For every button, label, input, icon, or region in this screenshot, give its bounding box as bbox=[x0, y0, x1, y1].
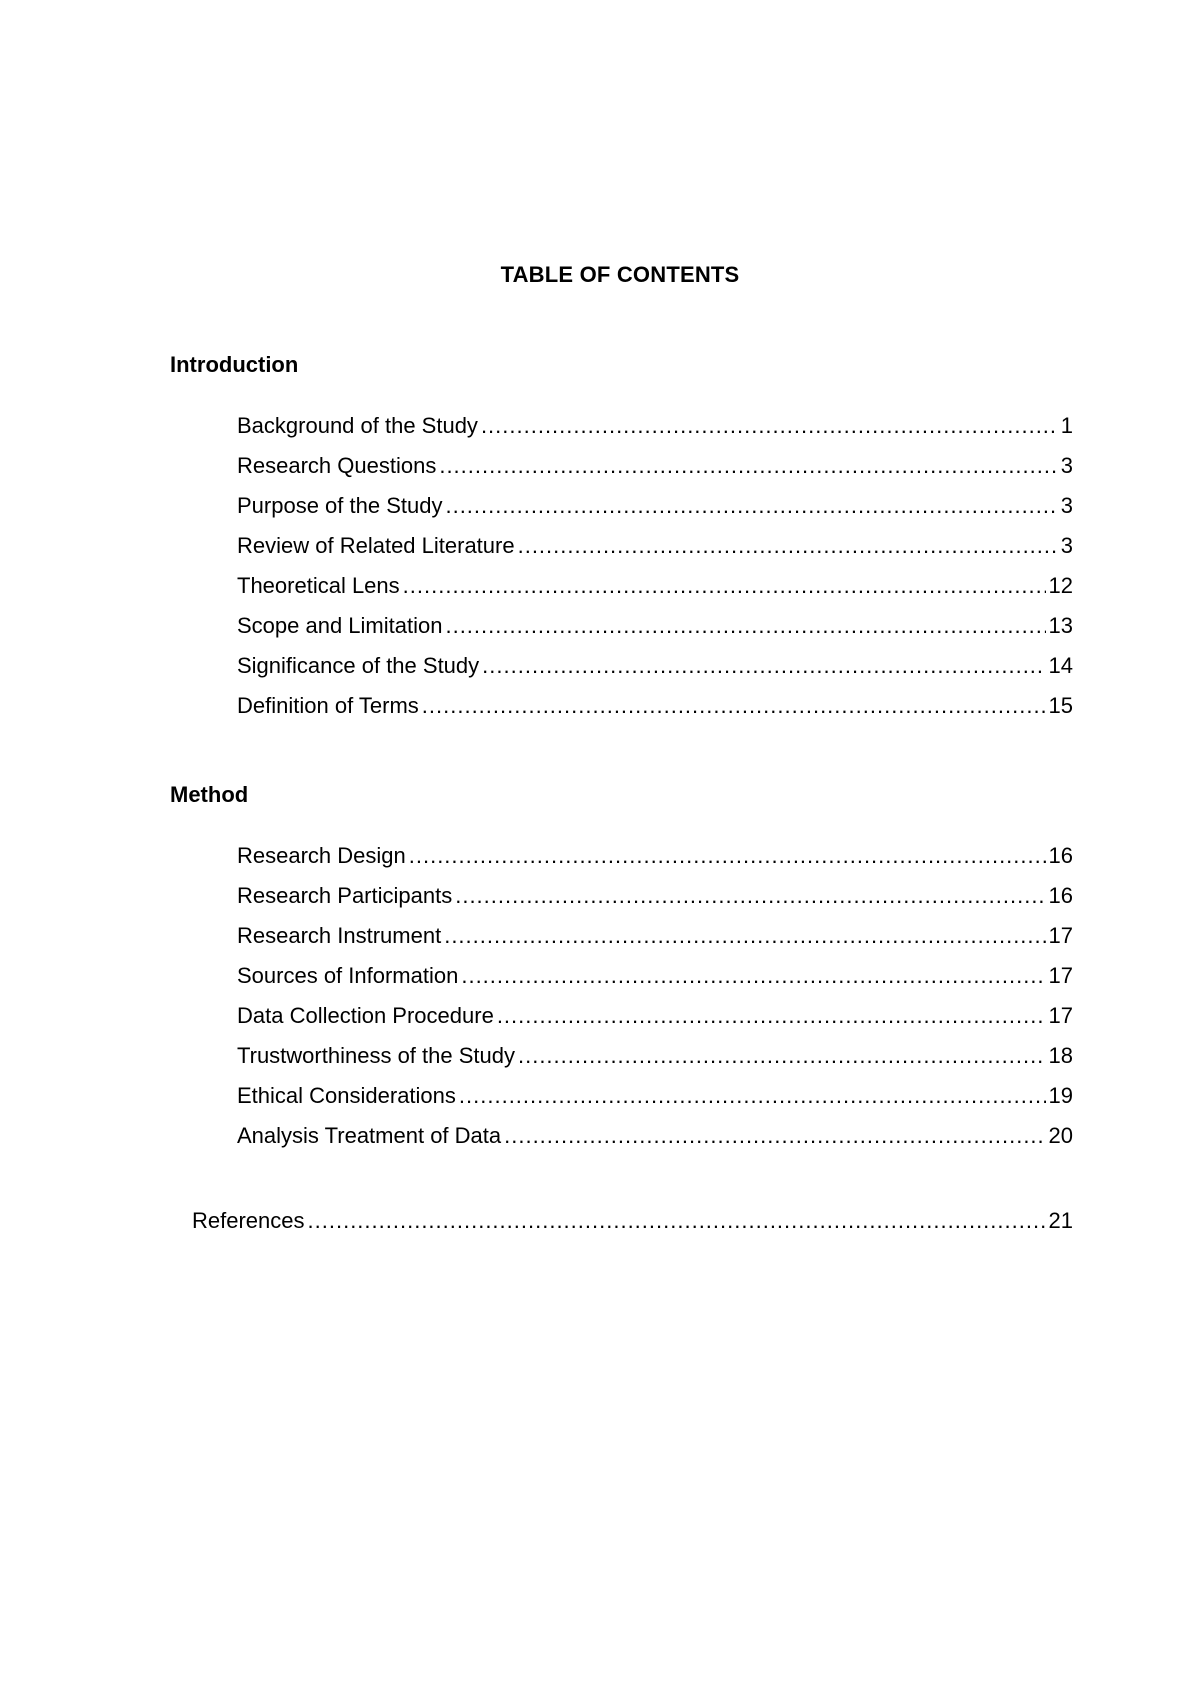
toc-entry-page: 3 bbox=[1060, 493, 1073, 518]
dot-leader bbox=[422, 693, 1046, 719]
toc-entry-label: Definition of Terms bbox=[237, 693, 419, 718]
toc-entry-label: Analysis Treatment of Data bbox=[237, 1123, 502, 1148]
dot-leader bbox=[459, 1083, 1046, 1109]
dot-leader bbox=[497, 1003, 1046, 1029]
dot-leader bbox=[518, 1043, 1046, 1069]
toc-entry-page: 17 bbox=[1048, 923, 1073, 948]
toc-entry[interactable] bbox=[237, 843, 1073, 883]
dot-leader bbox=[461, 963, 1045, 989]
toc-entry-label: Background of the Study bbox=[237, 413, 478, 438]
dot-leader bbox=[481, 413, 1058, 439]
toc-entry-references[interactable] bbox=[192, 1208, 1073, 1248]
toc-entry[interactable] bbox=[237, 693, 1073, 733]
toc-entry-page: 18 bbox=[1048, 1043, 1073, 1068]
toc-entry-label: Research Design bbox=[237, 843, 406, 868]
toc-entry-label: Research Participants bbox=[237, 883, 453, 908]
toc-entry-page: 16 bbox=[1048, 843, 1073, 868]
toc-entry-page: 1 bbox=[1060, 413, 1073, 438]
toc-entry-label: Scope and Limitation bbox=[237, 613, 443, 638]
toc-entry[interactable] bbox=[237, 923, 1073, 963]
toc-entry-page: 21 bbox=[1048, 1208, 1073, 1233]
dot-leader bbox=[439, 453, 1057, 479]
toc-entry[interactable] bbox=[237, 883, 1073, 923]
toc-entry-label: Theoretical Lens bbox=[237, 573, 400, 598]
dot-leader bbox=[444, 923, 1045, 949]
toc-entry[interactable] bbox=[237, 1043, 1073, 1083]
toc-entry-page: 14 bbox=[1048, 653, 1073, 678]
toc-entry-page: 17 bbox=[1048, 1003, 1073, 1028]
dot-leader bbox=[308, 1208, 1046, 1234]
toc-entry-label: Data Collection Procedure bbox=[237, 1003, 494, 1028]
toc-entry[interactable] bbox=[237, 493, 1073, 533]
dot-leader bbox=[409, 843, 1046, 869]
toc-entry-label: Research Instrument bbox=[237, 923, 442, 948]
toc-entry-label: Review of Related Literature bbox=[237, 533, 515, 558]
toc-entry-label: Trustworthiness of the Study bbox=[237, 1043, 515, 1068]
dot-leader bbox=[455, 883, 1045, 909]
toc-list-introduction bbox=[237, 413, 1073, 733]
toc-entry-page: 20 bbox=[1048, 1123, 1073, 1148]
toc-entry[interactable] bbox=[237, 1003, 1073, 1043]
toc-entry[interactable] bbox=[237, 1123, 1073, 1163]
section-heading-method: Method bbox=[170, 782, 249, 807]
toc-entry[interactable] bbox=[237, 533, 1073, 573]
toc-entry-page: 3 bbox=[1060, 533, 1073, 558]
toc-entry-label: Purpose of the Study bbox=[237, 493, 443, 518]
toc-entry-label: Ethical Considerations bbox=[237, 1083, 456, 1108]
toc-entry-page: 12 bbox=[1048, 573, 1073, 598]
section-heading-introduction: Introduction bbox=[170, 352, 299, 377]
toc-entry-label: Sources of Information bbox=[237, 963, 459, 988]
toc-entry-label: Research Questions bbox=[237, 453, 437, 478]
toc-entry[interactable] bbox=[237, 413, 1073, 453]
toc-entry[interactable] bbox=[237, 453, 1073, 493]
dot-leader bbox=[445, 493, 1057, 519]
toc-entry[interactable] bbox=[237, 653, 1073, 693]
toc-list-method bbox=[237, 843, 1073, 1163]
toc-entry-label: Significance of the Study bbox=[237, 653, 480, 678]
dot-leader bbox=[403, 573, 1046, 599]
toc-entry[interactable] bbox=[237, 963, 1073, 1003]
dot-leader bbox=[504, 1123, 1045, 1149]
page-title: TABLE OF CONTENTS bbox=[500, 262, 740, 287]
toc-entry-page: 3 bbox=[1060, 453, 1073, 478]
toc-entry-page: 19 bbox=[1048, 1083, 1073, 1108]
dot-leader bbox=[482, 653, 1045, 679]
toc-entry-page: 15 bbox=[1048, 693, 1073, 718]
toc-entry[interactable] bbox=[237, 573, 1073, 613]
dot-leader bbox=[445, 613, 1045, 639]
toc-entry-page: 17 bbox=[1048, 963, 1073, 988]
dot-leader bbox=[518, 533, 1058, 559]
toc-entry-page: 16 bbox=[1048, 883, 1073, 908]
toc-entry[interactable] bbox=[237, 1083, 1073, 1123]
toc-entry[interactable] bbox=[237, 613, 1073, 653]
toc-entry-page: 13 bbox=[1048, 613, 1073, 638]
toc-entry-label: References bbox=[192, 1208, 305, 1233]
